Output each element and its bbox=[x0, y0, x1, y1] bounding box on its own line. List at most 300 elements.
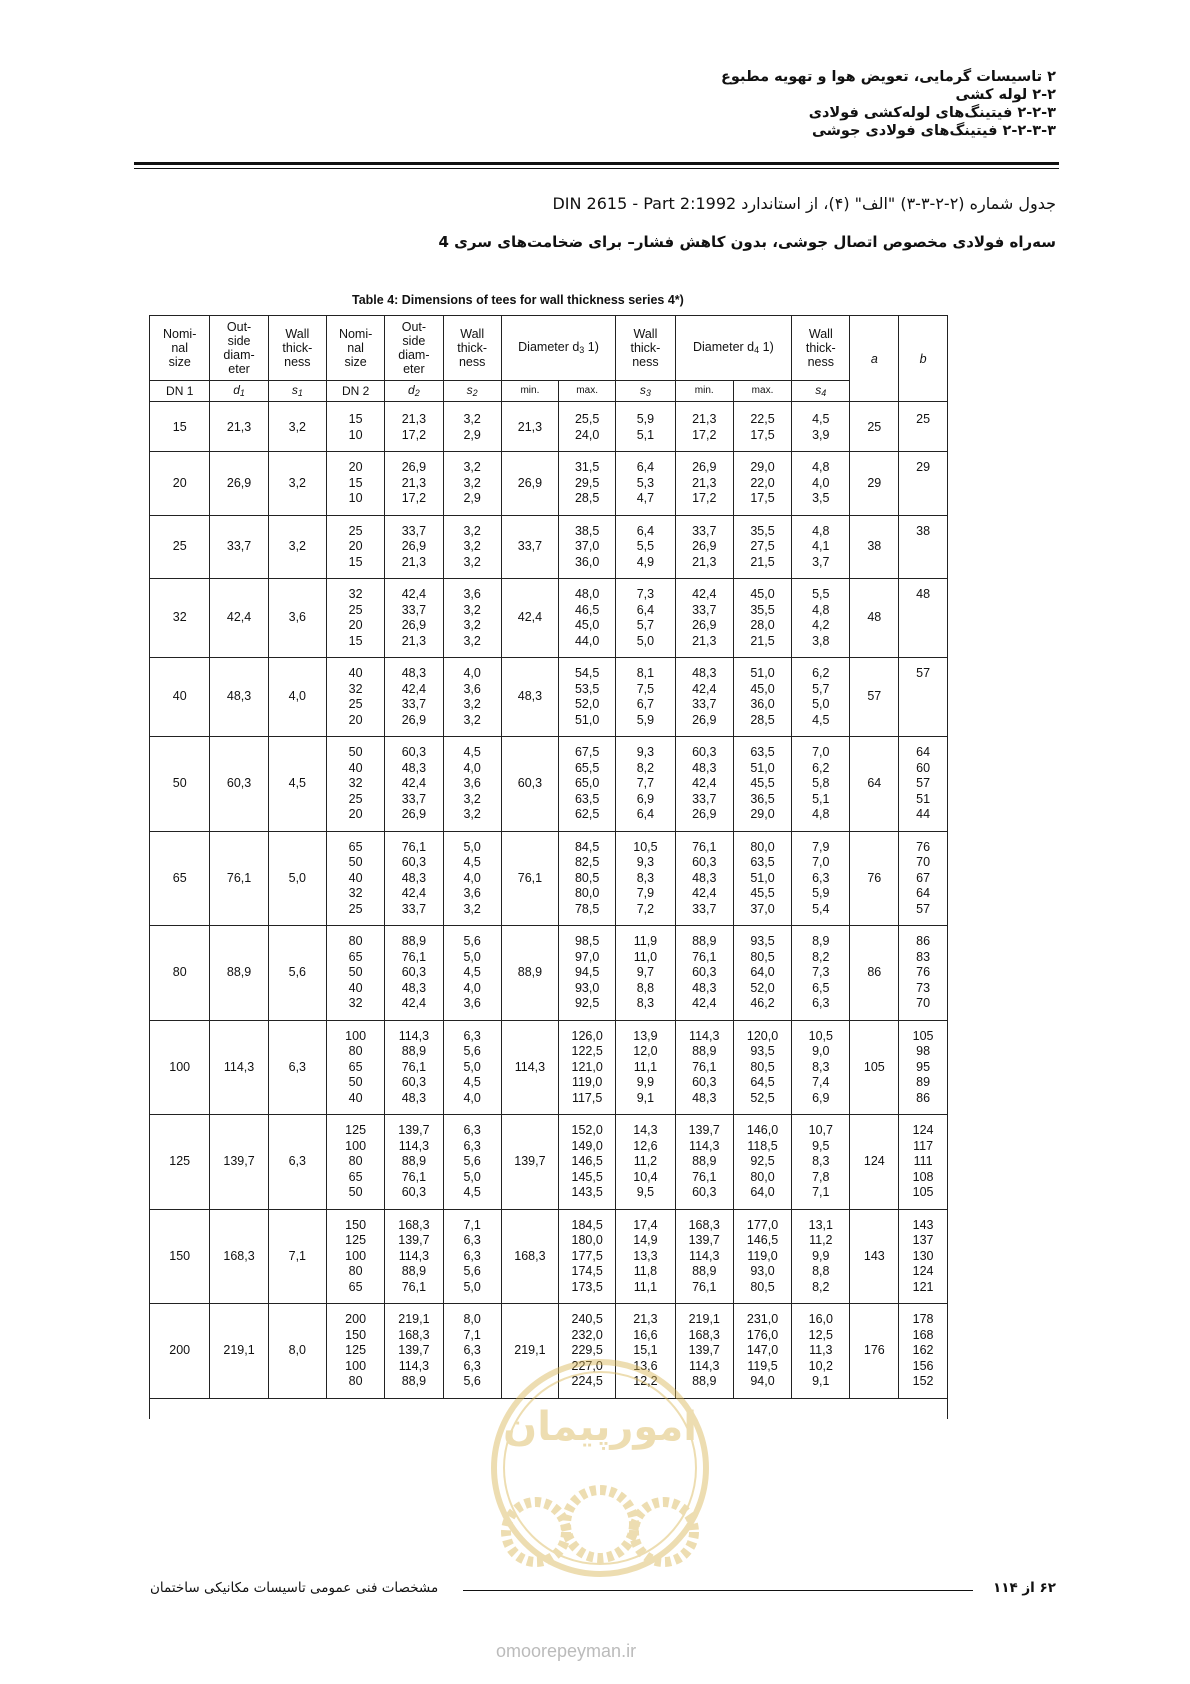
cell-d3-max-value: 229,5 bbox=[571, 1343, 603, 1357]
cell-d2-value: 33,7 bbox=[401, 901, 427, 916]
cell-b-value bbox=[899, 428, 947, 444]
cell-s3-value: 5,9 bbox=[636, 712, 655, 727]
spacer-cell bbox=[210, 1304, 268, 1313]
spacer-cell bbox=[326, 452, 384, 461]
cell-s2-value: 3,6 bbox=[463, 996, 481, 1010]
spacer-cell bbox=[733, 570, 791, 579]
spacer-cell bbox=[385, 515, 443, 524]
cell-d2 bbox=[385, 666, 443, 728]
cell-s4-value: 8,9 bbox=[812, 934, 830, 948]
cell-dn2-value: 25 bbox=[348, 697, 363, 711]
spacer-cell bbox=[443, 823, 501, 832]
cell-s2-value: 4,0 bbox=[463, 1090, 481, 1105]
table-title: Table 4: Dimensions of tees for wall thickness series 4*) bbox=[352, 293, 684, 307]
cell-d4-max bbox=[733, 934, 791, 1012]
cell-d2-value: 88,9 bbox=[401, 1264, 427, 1278]
spacer-cell bbox=[899, 507, 948, 516]
group-spacer-row bbox=[150, 728, 948, 737]
cell-s3-value: 12,0 bbox=[633, 1044, 658, 1058]
cell-d2-value: 88,9 bbox=[401, 1044, 427, 1058]
cell-s3-value: 14,9 bbox=[633, 1233, 658, 1247]
cell-dn2-value: 40 bbox=[348, 980, 363, 995]
cell-s4 bbox=[792, 1218, 850, 1296]
cell-s3-value: 15,1 bbox=[633, 1343, 658, 1357]
cell-s2-value: 5,0 bbox=[463, 1279, 481, 1294]
cell-d3-max-value: 44,0 bbox=[574, 633, 600, 648]
cell-s3-value: 13,9 bbox=[633, 1028, 658, 1043]
spacer-cell bbox=[150, 1295, 210, 1304]
spacer-cell bbox=[326, 1295, 384, 1304]
cell-d2-value: 26,9 bbox=[401, 712, 427, 727]
cell-s4-value: 11,2 bbox=[809, 1233, 833, 1247]
watermark-url: omoorepeyman.ir bbox=[496, 1641, 637, 1661]
cell-s4 bbox=[792, 840, 850, 918]
spacer-cell bbox=[150, 1020, 210, 1029]
spacer-cell bbox=[210, 831, 268, 840]
cell-d4-max-value: 80,5 bbox=[750, 1279, 775, 1294]
spacer-cell bbox=[210, 1209, 268, 1218]
cell-d3-max-value: 67,5 bbox=[574, 745, 600, 759]
cell-d3-max bbox=[559, 745, 616, 823]
cell-b-value: 162 bbox=[912, 1343, 934, 1357]
spacer-cell bbox=[210, 1012, 268, 1021]
cell-s2-value: 3,2 bbox=[463, 539, 481, 553]
cell-d4-max-value: 93,0 bbox=[750, 1264, 775, 1278]
cell-s3-value: 4,7 bbox=[636, 491, 655, 505]
spacer-cell bbox=[443, 579, 501, 588]
cell-d2-value: 76,1 bbox=[401, 839, 427, 854]
cell-d2-value: 33,7 bbox=[401, 697, 427, 711]
cell-s2-value: 4,5 bbox=[463, 855, 481, 869]
cell-dn2-value: 20 bbox=[348, 712, 363, 727]
cell-d2-value: 48,3 bbox=[401, 870, 427, 885]
spacer-cell bbox=[326, 579, 384, 588]
spacer-cell bbox=[210, 507, 268, 516]
cell-s1: 3,2 bbox=[268, 460, 326, 507]
header-line-3: ۲-۲-۳ فیتینگ‌های لوله‌کشی فولادی bbox=[808, 105, 1056, 121]
cell-d2 bbox=[385, 460, 443, 507]
spacer-cell bbox=[733, 917, 791, 926]
cell-s4 bbox=[792, 412, 850, 443]
spacer-cell bbox=[443, 1115, 501, 1124]
cell-b-value: 38 bbox=[916, 523, 931, 538]
cell-d2-value: 33,7 bbox=[401, 523, 427, 538]
spacer-cell bbox=[150, 452, 210, 461]
cell-s2-value: 3,2 bbox=[463, 602, 481, 617]
cell-b-value: 76 bbox=[916, 839, 931, 854]
cell-s2 bbox=[443, 1123, 501, 1201]
cell-s2 bbox=[443, 934, 501, 1012]
spacer-cell bbox=[268, 402, 326, 413]
header-d3-min: min. bbox=[501, 381, 558, 402]
spacer-cell bbox=[210, 728, 268, 737]
cell-d2 bbox=[385, 1029, 443, 1107]
spacer-cell bbox=[385, 1115, 443, 1124]
group-spacer-row bbox=[150, 1209, 948, 1218]
cell-d4-min-value: 219,1 bbox=[688, 1312, 720, 1326]
header-d4-max: max. bbox=[733, 381, 791, 402]
cell-s2 bbox=[443, 1218, 501, 1296]
spacer-cell bbox=[675, 1201, 733, 1210]
cell-d4-min-value: 21,3 bbox=[692, 633, 717, 648]
cell-b-value: 48 bbox=[916, 587, 931, 601]
cell-d2-value: 33,7 bbox=[401, 791, 427, 806]
cell-b-value bbox=[899, 476, 947, 492]
cell-s4-value: 8,8 bbox=[812, 1264, 830, 1278]
cell-s2-value: 6,3 bbox=[463, 1343, 481, 1357]
cell-d2-value: 139,7 bbox=[398, 1233, 430, 1247]
cell-s4-value: 5,7 bbox=[812, 681, 830, 696]
cell-s3 bbox=[616, 1123, 675, 1201]
cell-d3-max-value: 84,5 bbox=[574, 839, 600, 854]
spacer-cell bbox=[792, 728, 850, 737]
header-d1 bbox=[210, 381, 268, 402]
footer-page-number: ۶۲ از ۱۱۴ bbox=[992, 1580, 1056, 1596]
cell-b-value: 95 bbox=[916, 1059, 931, 1074]
cell-s3-value: 11,1 bbox=[633, 1279, 658, 1294]
cell-dn2-value: 32 bbox=[348, 776, 363, 790]
spacer-cell bbox=[150, 579, 210, 588]
cell-d1: 88,9 bbox=[210, 934, 268, 1012]
spacer-cell bbox=[792, 1201, 850, 1210]
spacer-cell bbox=[616, 452, 675, 461]
spacer-cell bbox=[559, 917, 616, 926]
cell-dn2-value: 80 bbox=[348, 1044, 363, 1058]
cell-d3-min: 114,3 bbox=[501, 1029, 558, 1107]
cell-s2-value: 7,1 bbox=[463, 1217, 481, 1232]
cell-d4-min-value: 42,4 bbox=[692, 681, 717, 696]
spacer-cell bbox=[792, 1106, 850, 1115]
header-s3-symbol: s bbox=[639, 382, 646, 397]
cell-b-value: 70 bbox=[916, 855, 931, 869]
cell-dn2-value: 125 bbox=[345, 1343, 367, 1357]
group-spacer-row bbox=[150, 917, 948, 926]
spacer-cell bbox=[326, 1012, 384, 1021]
cell-d4-max-value: 17,5 bbox=[750, 427, 775, 442]
cell-d4-max-value: 147,0 bbox=[746, 1343, 779, 1357]
spacer-cell bbox=[850, 831, 899, 840]
spacer-cell bbox=[899, 402, 948, 413]
cell-d3-max-value: 46,5 bbox=[574, 602, 600, 617]
group-spacer-row bbox=[150, 579, 948, 588]
spacer-cell bbox=[385, 649, 443, 658]
cell-dn2-value: 50 bbox=[348, 745, 363, 759]
group-spacer-row bbox=[150, 1201, 948, 1210]
cell-d4-min-value: 76,1 bbox=[692, 1279, 717, 1294]
cell-d4-max-value: 22,0 bbox=[750, 475, 775, 490]
cell-d3-max-value: 174,5 bbox=[571, 1264, 603, 1278]
cell-dn2-value: 20 bbox=[348, 460, 363, 474]
cell-s2-value: 4,0 bbox=[463, 666, 481, 680]
cell-d2-value: 168,3 bbox=[398, 1327, 430, 1342]
spacer-cell bbox=[268, 823, 326, 832]
table-row bbox=[150, 587, 948, 649]
cell-b-value bbox=[899, 555, 947, 571]
cell-d4-min-value: 76,1 bbox=[692, 839, 717, 854]
header-a: a bbox=[850, 316, 899, 402]
spacer-cell bbox=[850, 1390, 899, 1399]
spacer-cell bbox=[385, 737, 443, 746]
spacer-cell bbox=[501, 570, 558, 579]
cell-d4-min-value: 88,9 bbox=[692, 1154, 717, 1168]
cell-s4-value: 11,3 bbox=[809, 1343, 833, 1357]
seal-text: امورپیمان bbox=[503, 1404, 697, 1450]
spacer-cell bbox=[326, 926, 384, 935]
cell-d3-max-value: 173,5 bbox=[571, 1279, 603, 1294]
header-s1 bbox=[268, 381, 326, 402]
spacer-cell bbox=[210, 917, 268, 926]
spacer-cell bbox=[268, 649, 326, 658]
cell-dn2 bbox=[326, 412, 384, 443]
spacer-cell bbox=[501, 507, 558, 516]
spacer-cell bbox=[385, 1106, 443, 1115]
spacer-cell bbox=[559, 402, 616, 413]
cell-d2-value: 60,3 bbox=[401, 855, 427, 869]
cell-d4-min bbox=[675, 1029, 733, 1107]
cell-dn2-value: 20 bbox=[348, 618, 363, 632]
cell-d3-max-value: 224,5 bbox=[571, 1374, 603, 1388]
cell-s4 bbox=[792, 745, 850, 823]
cell-d2-value: 33,7 bbox=[401, 602, 427, 617]
spacer-cell bbox=[268, 1390, 326, 1399]
cell-s3-value: 11,1 bbox=[633, 1059, 658, 1074]
spacer-cell bbox=[733, 402, 791, 413]
group-spacer-row bbox=[150, 737, 948, 746]
tail-cell bbox=[150, 1398, 210, 1419]
cell-d2-value: 88,9 bbox=[401, 1374, 427, 1388]
spacer-cell bbox=[733, 579, 791, 588]
spacer-cell bbox=[899, 1295, 948, 1304]
cell-d4-max-value: 119,0 bbox=[747, 1248, 778, 1263]
spacer-cell bbox=[326, 728, 384, 737]
cell-d4-max bbox=[733, 840, 791, 918]
cell-d2-value: 42,4 bbox=[401, 996, 427, 1010]
tail-cell bbox=[733, 1398, 791, 1419]
cell-s4-value: 5,9 bbox=[812, 886, 830, 900]
cell-s2-value: 3,6 bbox=[463, 776, 481, 790]
cell-d4-min-value: 33,7 bbox=[692, 901, 717, 916]
cell-d4-max-value: 80,5 bbox=[750, 1059, 775, 1074]
group-spacer-row bbox=[150, 831, 948, 840]
cell-d4-min-value: 21,3 bbox=[692, 475, 717, 490]
spacer-cell bbox=[559, 831, 616, 840]
cell-b-value: 67 bbox=[916, 870, 931, 885]
cell-s4-value: 6,3 bbox=[812, 870, 830, 885]
cell-s3 bbox=[616, 840, 675, 918]
cell-d4-min-value: 26,9 bbox=[692, 807, 717, 821]
cell-s3-value: 6,9 bbox=[636, 791, 655, 806]
cell-d4-max-value: 45,5 bbox=[750, 886, 775, 900]
cell-d4-max-value: 92,5 bbox=[750, 1154, 775, 1168]
cell-b-value: 117 bbox=[913, 1138, 934, 1153]
cell-b bbox=[899, 1029, 948, 1107]
cell-d4-max-value: 231,0 bbox=[746, 1312, 779, 1326]
cell-b-value: 111 bbox=[913, 1154, 933, 1168]
cell-s3-value: 9,5 bbox=[636, 1185, 655, 1199]
cell-s4-value: 9,0 bbox=[812, 1044, 830, 1058]
cell-d4-max-value: 177,0 bbox=[746, 1217, 779, 1232]
cell-d3-max-value: 97,0 bbox=[574, 949, 600, 964]
spacer-cell bbox=[150, 831, 210, 840]
spacer-cell bbox=[616, 831, 675, 840]
spacer-cell bbox=[675, 1295, 733, 1304]
cell-s2-value: 5,0 bbox=[463, 949, 481, 964]
cell-s2-value: 3,2 bbox=[463, 412, 481, 426]
spacer-cell bbox=[792, 1390, 850, 1399]
cell-s4 bbox=[792, 1029, 850, 1107]
cell-s3 bbox=[616, 524, 675, 571]
cell-s3-value: 4,9 bbox=[636, 554, 655, 569]
cell-d4-min bbox=[675, 1123, 733, 1201]
spacer-cell bbox=[326, 658, 384, 667]
cell-dn2-value: 80 bbox=[348, 1374, 363, 1388]
spacer-cell bbox=[443, 515, 501, 524]
cell-dn2-value: 10 bbox=[348, 427, 363, 442]
spacer-cell bbox=[326, 570, 384, 579]
cell-d3-max-value: 149,0 bbox=[571, 1138, 603, 1153]
cell-b-value: 86 bbox=[916, 1090, 931, 1105]
cell-s3-value: 10,5 bbox=[633, 839, 658, 854]
cell-b bbox=[899, 840, 948, 918]
header-s3-sub: 3 bbox=[645, 387, 651, 398]
spacer-cell bbox=[150, 649, 210, 658]
spacer-cell bbox=[385, 1020, 443, 1029]
spacer-cell bbox=[210, 1115, 268, 1124]
spacer-cell bbox=[150, 1201, 210, 1210]
table-row bbox=[150, 460, 948, 507]
cell-dn2-value: 65 bbox=[348, 1169, 363, 1184]
cell-d4-min-value: 76,1 bbox=[692, 1059, 717, 1074]
cell-s2-value: 3,2 bbox=[463, 697, 481, 711]
spacer-cell bbox=[210, 515, 268, 524]
spacer-cell bbox=[792, 402, 850, 413]
group-spacer-row bbox=[150, 452, 948, 461]
spacer-cell bbox=[501, 402, 558, 413]
spacer-cell bbox=[501, 1304, 558, 1313]
spacer-cell bbox=[268, 1012, 326, 1021]
cell-s3-value: 7,2 bbox=[636, 901, 655, 916]
spacer-cell bbox=[443, 649, 501, 658]
spacer-cell bbox=[850, 1115, 899, 1124]
spacer-cell bbox=[899, 831, 948, 840]
spacer-cell bbox=[899, 1012, 948, 1021]
cell-b bbox=[899, 412, 948, 443]
spacer-cell bbox=[792, 1020, 850, 1029]
cell-s2 bbox=[443, 524, 501, 571]
cell-d3-max-value: 63,5 bbox=[574, 791, 600, 806]
cell-s3-value: 12,6 bbox=[633, 1138, 658, 1153]
cell-b-value: 64 bbox=[916, 886, 931, 900]
cell-a: 105 bbox=[850, 1029, 899, 1107]
cell-s3-value: 17,4 bbox=[633, 1217, 658, 1232]
cell-dn2-value: 15 bbox=[348, 475, 363, 490]
cell-d2-value: 48,3 bbox=[401, 980, 427, 995]
cell-d3-max-value: 117,5 bbox=[571, 1090, 603, 1105]
cell-d2-value: 42,4 bbox=[401, 886, 427, 900]
cell-d4-min-value: 17,2 bbox=[692, 427, 717, 442]
cell-dn2 bbox=[326, 840, 384, 918]
cell-d4-max bbox=[733, 1029, 791, 1107]
spacer-cell bbox=[385, 507, 443, 516]
spacer-cell bbox=[268, 1304, 326, 1313]
spacer-cell bbox=[733, 737, 791, 746]
header-s4-symbol: s bbox=[815, 382, 822, 397]
cell-dn2-value: 32 bbox=[348, 996, 363, 1010]
cell-b-value: 57 bbox=[916, 776, 931, 790]
cell-b-value: 168 bbox=[912, 1327, 934, 1342]
group-spacer-row bbox=[150, 507, 948, 516]
cell-dn2 bbox=[326, 666, 384, 728]
spacer-cell bbox=[850, 570, 899, 579]
cell-s2-value: 6,3 bbox=[463, 1248, 481, 1263]
cell-s4 bbox=[792, 666, 850, 728]
cell-b bbox=[899, 1123, 948, 1201]
cell-s3-value: 9,9 bbox=[636, 1075, 655, 1089]
cell-s2-value: 3,6 bbox=[463, 681, 481, 696]
spacer-cell bbox=[899, 452, 948, 461]
spacer-cell bbox=[501, 737, 558, 746]
cell-s4-value: 16,0 bbox=[808, 1312, 833, 1326]
header-wall-thickness-2: Wall thick- ness bbox=[443, 316, 501, 381]
cell-s3-value: 6,4 bbox=[636, 602, 655, 617]
table-subcaption: سه‌راه فولادی مخصوص اتصال جوشی، بدون کاهش فشار– برای ضخامت‌های سری 4 bbox=[438, 233, 1056, 251]
spacer-cell bbox=[385, 658, 443, 667]
cell-d3-max-value: 45,0 bbox=[574, 618, 600, 632]
cell-d4-max-value: 176,0 bbox=[746, 1327, 779, 1342]
group-spacer-row bbox=[150, 443, 948, 452]
spacer-cell bbox=[501, 831, 558, 840]
spacer-cell bbox=[733, 1115, 791, 1124]
cell-d3-max-value: 29,5 bbox=[574, 475, 600, 490]
cell-d3-max-value: 65,5 bbox=[574, 760, 600, 775]
cell-d3-max bbox=[559, 412, 616, 443]
cell-d2 bbox=[385, 412, 443, 443]
cell-d2-value: 168,3 bbox=[398, 1217, 430, 1232]
cell-b-value: 73 bbox=[916, 980, 931, 995]
spacer-cell bbox=[268, 831, 326, 840]
cell-d4-max-value: 45,0 bbox=[750, 587, 775, 601]
cell-d4-max-value: 28,5 bbox=[750, 712, 775, 727]
spacer-cell bbox=[899, 1201, 948, 1210]
spacer-cell bbox=[443, 1012, 501, 1021]
group-spacer-row bbox=[150, 1020, 948, 1029]
spacer-cell bbox=[733, 1304, 791, 1313]
spacer-cell bbox=[385, 917, 443, 926]
cell-d2-value: 48,3 bbox=[401, 1090, 427, 1105]
spacer-cell bbox=[792, 1304, 850, 1313]
cell-dn2-value: 20 bbox=[348, 807, 363, 821]
spacer-cell bbox=[792, 831, 850, 840]
spacer-cell bbox=[899, 1020, 948, 1029]
cell-dn2-value: 100 bbox=[345, 1358, 367, 1373]
document-header bbox=[356, 68, 1056, 140]
spacer-cell bbox=[792, 737, 850, 746]
spacer-cell bbox=[150, 658, 210, 667]
cell-d3-min: 168,3 bbox=[501, 1218, 558, 1296]
cell-d4-max-value: 35,5 bbox=[750, 602, 775, 617]
cell-s2-value: 4,0 bbox=[463, 870, 481, 885]
spacer-cell bbox=[899, 728, 948, 737]
cell-s4 bbox=[792, 934, 850, 1012]
cell-d4-min bbox=[675, 666, 733, 728]
spacer-cell bbox=[326, 1020, 384, 1029]
cell-d4-min-value: 21,3 bbox=[692, 412, 717, 426]
cell-d1: 21,3 bbox=[210, 412, 268, 443]
cell-d1: 168,3 bbox=[210, 1218, 268, 1296]
cell-d2-value: 76,1 bbox=[401, 1059, 427, 1074]
cell-d2-value: 76,1 bbox=[401, 1279, 427, 1294]
cell-d4-min-value: 33,7 bbox=[692, 602, 717, 617]
